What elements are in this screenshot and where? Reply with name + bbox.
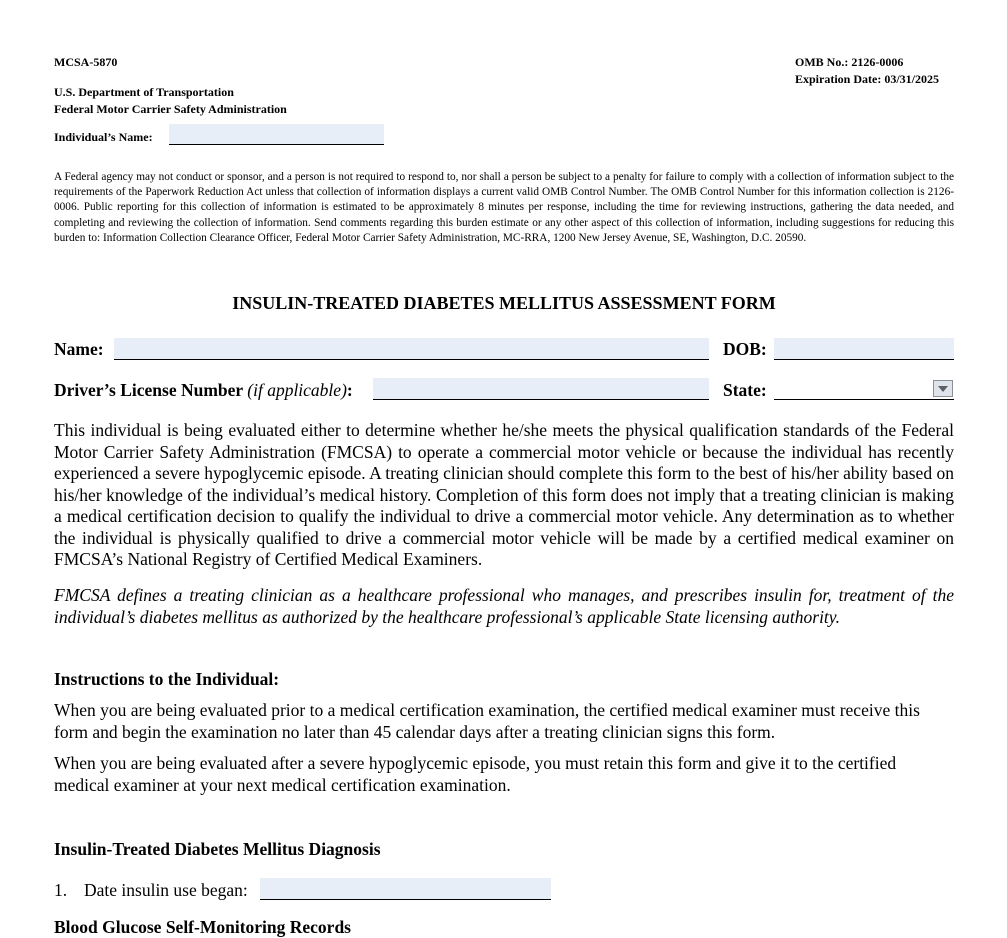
individual-name-label: Individual’s Name: <box>54 130 153 144</box>
license-number-input[interactable] <box>373 378 709 400</box>
instructions-heading: Instructions to the Individual: <box>54 669 280 689</box>
instructions-paragraph-2: When you are being evaluated after a severe hypoglycemic episode, you must retain this form and give it to the certified medical examiner at your next medical certification examination. <box>54 753 897 795</box>
instructions-paragraph-1: When you are being evaluated prior to a medical certification examination, the certified medical examiner must receive this form and begin the examination no later than 45 calendar days after a treating clinician signs this form. <box>54 700 920 742</box>
insulin-start-date-input[interactable] <box>260 878 551 900</box>
omb-number: OMB No.: 2126-0006 <box>795 55 904 69</box>
license-label-row <box>54 380 353 401</box>
individual-name-input[interactable] <box>169 124 384 145</box>
name-input[interactable] <box>114 338 709 360</box>
form-title: INSULIN-TREATED DIABETES MELLITUS ASSESSMENT FORM <box>232 293 776 313</box>
diagnosis-heading: Insulin-Treated Diabetes Mellitus Diagnosis <box>54 839 381 859</box>
paperwork-reduction-notice: A Federal agency may not conduct or sponsor, and a person is not required to respond to, nor shall a person be subject to a penalty for failure to comply with a collection of information subject to the requirements of the Paperwork Reduction Act unless that collection of information displays a current valid OMB Control Number. The OMB Control Number for this information collection is 2126-0006. Public reporting for this collection of information is estimated to be approximately 8 minutes per response, including the time for reviewing instructions, gathering the data needed, and completing and reviewing the collection of information. Send comments regarding this burden estimate or any other aspect of this collection of information, including suggestions for reducing this burden to: Information Collection Clearance Officer, Federal Motor Carrier Safety Administration, MC-RRA, 1200 New Jersey Avenue, SE, Washington, D.C. 20590. <box>54 171 954 244</box>
license-note: (if applicable) <box>247 380 347 400</box>
treating-clinician-definition: FMCSA defines a treating clinician as a healthcare professional who manages, and prescribes insulin for, treatment of the individual’s diabetes mellitus as authorized by the healthcare professional’s applicable State licensing authority. <box>54 585 954 627</box>
state-dropdown-button[interactable] <box>933 380 953 397</box>
chevron-down-icon <box>938 386 948 392</box>
state-select[interactable] <box>774 378 954 400</box>
agency-fmcsa: Federal Motor Carrier Safety Administration <box>54 102 287 116</box>
license-colon: : <box>346 380 353 400</box>
name-label: Name: <box>54 339 104 359</box>
blood-glucose-records-heading: Blood Glucose Self-Monitoring Records <box>54 917 351 937</box>
form-number: MCSA-5870 <box>54 55 118 69</box>
agency-department: U.S. Department of Transportation <box>54 85 234 99</box>
item-1-number: 1. <box>54 880 68 900</box>
dob-input[interactable] <box>774 338 954 360</box>
intro-paragraph: This individual is being evaluated either to determine whether he/she meets the physical qualification standards of the Federal Motor Carrier Safety Administration (FMCSA) to operate a commercial motor vehicle or because the individual has recently experienced a severe hypoglycemic episode. A treating clinician should complete this form to the best of his/her ability based on his/her knowledge of the individual’s medical history. Completion of this form does not imply that a treating clinician is making a medical certification decision to qualify the individual to drive a commercial motor vehicle. Any determination as to whether the individual is physically qualified to drive a commercial motor vehicle will be made by a certified medical examiner on FMCSA’s National Registry of Certified Medical Examiners. <box>54 420 954 569</box>
expiration-date: Expiration Date: 03/31/2025 <box>795 72 939 86</box>
state-label: State: <box>723 380 767 400</box>
item-1-label: Date insulin use began: <box>84 880 248 900</box>
dob-label: DOB: <box>723 339 767 359</box>
license-label: Driver’s License Number <box>54 380 243 400</box>
